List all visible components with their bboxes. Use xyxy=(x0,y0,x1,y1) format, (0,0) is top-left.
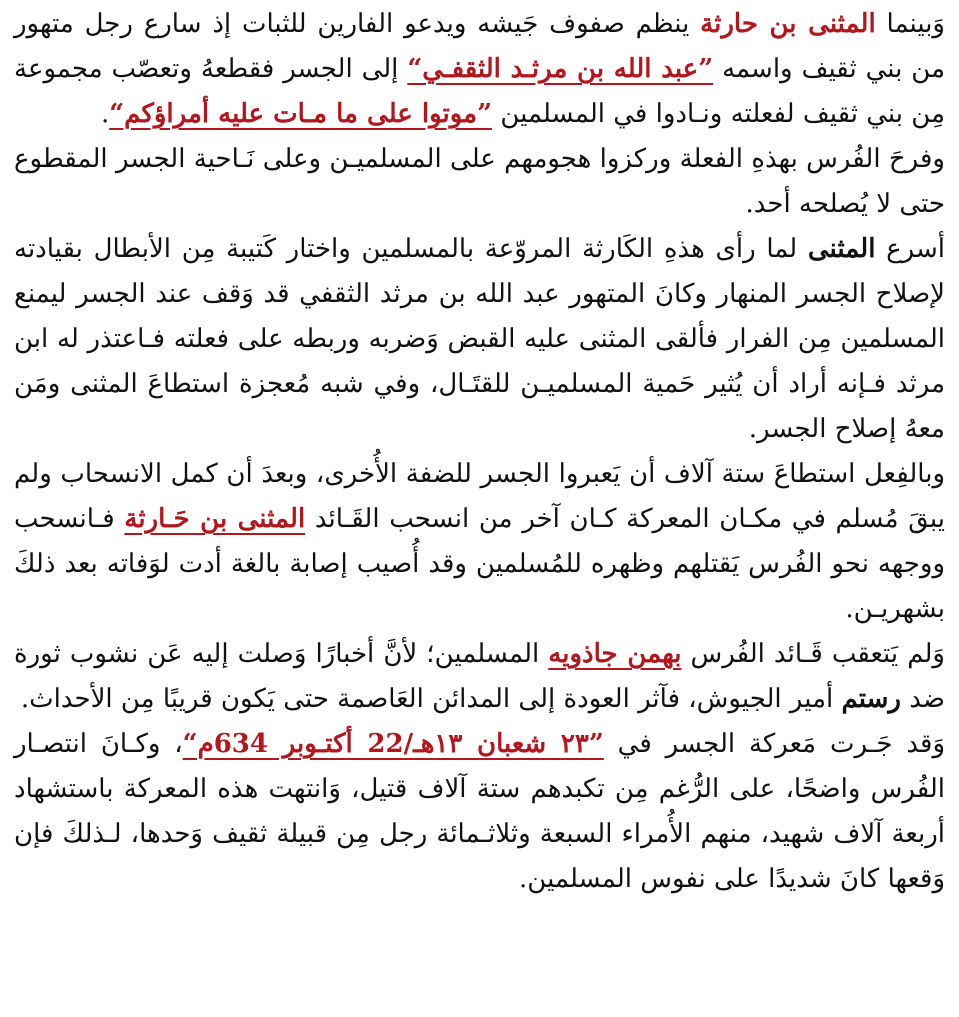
quote-highlight: ”موتوا على ما مـات عليه أمراؤكم“ xyxy=(109,99,493,129)
text-run: وَقد جَـرت مَعركة الجسر في xyxy=(603,729,945,759)
text-run: أسرع xyxy=(875,234,945,264)
text-run: المسلمين؛ لأنَّ أخبارًا وَصلت إليه عَن نشوب ثورة ضد xyxy=(14,639,945,714)
date-highlight: ”٢٣ شعبان ١٣هـ/22 أكتـوبر 634م“ xyxy=(182,729,604,759)
paragraph-persian-attack xyxy=(14,137,945,227)
text-run: ، وكـانَ انتصـار الفُرس واضحًا، على الرُّغم مِن تكبدهم ستة آلاف قتيل، وَانتهت هذه المعركة باستشهاد أربعة آلاف شهيد، منهم الأُمراء السبعة وثلاثـمائة رجل مِن قبيلة ثقيف وَحدها، لـذلكَ فإن وَقعها كانَ شديدًا على نفوس المسلمين. xyxy=(14,729,945,894)
paragraph-withdrawal xyxy=(14,452,945,632)
name-abdullah-highlight: ”عبد الله بن مرثـد الثقفـي“ xyxy=(407,54,714,84)
name-muthanna-highlight: المثنى بن حارثة xyxy=(700,9,876,39)
text-run: . xyxy=(100,99,110,129)
paragraph-bridge-repair xyxy=(14,227,945,452)
paragraph-bahman xyxy=(14,632,945,722)
text-run: أمير الجيوش، فآثر العودة إلى المدائن العَاصمة حتى يَكون قريبًا مِن الأحداث. xyxy=(20,684,842,714)
text-run: فـانسحب ووجهه نحو الفُرس يَقتلهم وظهره للمُسلمين وقد أُصيب إصابة بالغة أدت لوَفاته بعد ذلكَ بشهريـن. xyxy=(14,504,945,624)
text-run: وفرحَ الفُرس بهذهِ الفعلة وركزوا هجومهم على المسلميـن وعلى نَـاحية الجسر المقطوع حتى لا يُصلحه أحد. xyxy=(14,144,945,219)
text-run: لما رأى هذهِ الكَارثة المروّعة بالمسلمين واختار كَتيبة مِن الأبطال بقيادته لإصلاح الجسر المنهار وكانَ المتهور عبد الله بن مرثد الثقفي قد وَقف عند الجسر ليمنع المسلمين مِن الفرار فألقى المثنى عليه القبض وَضربه وربطه على فعلته فـاعتذر له ابن مرثد فـإنه أراد أن يُثير حَمية المسلميـن للقتَـال، وفي شبه مُعجزة استطاعَ المثنى ومَن معهُ إصلاح الجسر. xyxy=(14,234,945,444)
name-bahman-highlight: بهمن جاذويه xyxy=(548,639,682,669)
name-muthanna-bold: المثنى xyxy=(807,234,876,264)
paragraph-battle-date xyxy=(14,722,945,902)
text-run: إلى الجسر فقطعهُ وتعصّب مجموعة مِن بني ثقيف لفعلته ونـادوا في المسلمين xyxy=(14,54,945,129)
text-run: وبالفِعل استطاعَ ستة آلاف أن يَعبروا الجسر للضفة الأُخرى، وبعدَ أن كمل الانسحاب ولم يبقَ مُسلم في مكـان المعركة كـان آخر من انسحب القَـائد xyxy=(14,459,946,534)
text-run: وَلم يَتعقب قَـائد الفُرس xyxy=(681,639,945,669)
name-rustam-bold: رستم xyxy=(841,684,901,714)
name-muthanna-underlined: المثنى بن حَـارثة xyxy=(124,504,306,534)
text-run: وَبينما xyxy=(875,9,945,39)
paragraph-bridge-cut xyxy=(14,2,945,137)
text-run: ينظم صفوف جَيشه ويدعو الفارين للثبات إذ سارع رجل متهور من بني ثقيف واسمه xyxy=(14,9,945,84)
